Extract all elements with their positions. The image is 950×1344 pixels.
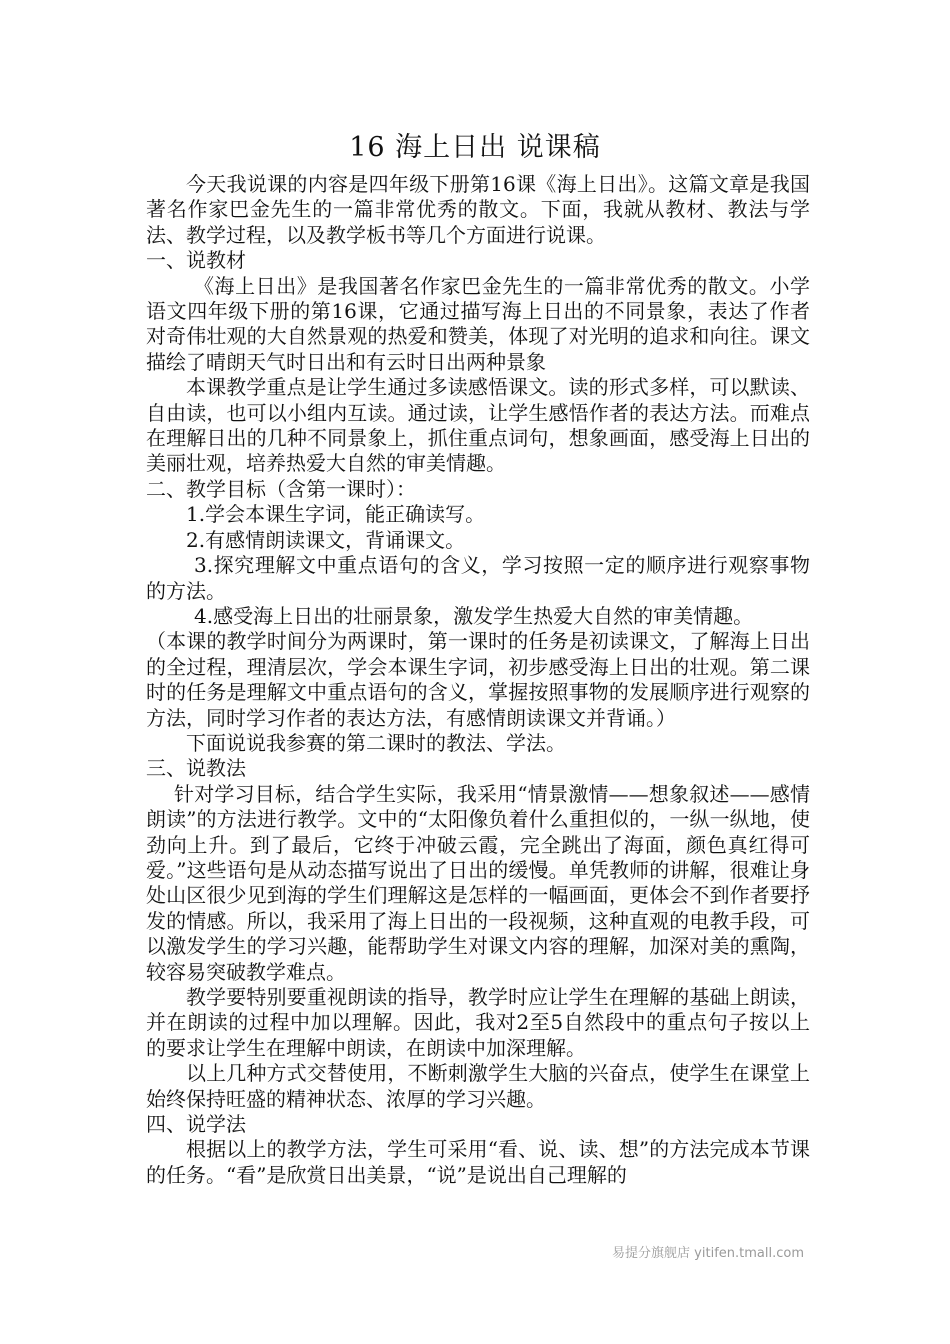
objective-item: 1.学会本课生字词，能正确读写。 [186, 502, 486, 527]
section-heading-learning-method: 四、说学法 [146, 1112, 246, 1137]
lesson-arrangement-paragraph: （本课的教学时间分为两课时，第一课时的任务是初读课文，了解海上日出的全过程，理清层次，学会本课生字词，初步感受海上日出的壮观。第二课时的任务是理解文中重点语句的含义，掌握按照事物的发展顺序进行观察的方法，同时学习作者的表达方法，有感情朗读课文并背诵。） [146, 629, 810, 730]
material-paragraph: 《海上日出》是我国著名作家巴金先生的一篇非常优秀的散文。小学语文四年级下册的第16课，它通过描写海上日出的不同景象，表达了作者对奇伟壮观的大自然景观的热爱和赞美，体现了对光明的追求和向往。课文描绘了晴朗天气时日出和有云时日出两种景象 [146, 273, 810, 374]
document-body [146, 172, 810, 1188]
objective-item: 3.探究理解文中重点语句的含义，学习按照一定的顺序进行观察事物的方法。 [146, 553, 810, 603]
transition-paragraph: 下面说说我参赛的第二课时的教法、学法。 [186, 730, 566, 755]
method-summary-paragraph: 以上几种方式交替使用，不断刺激学生大脑的兴奋点，使学生在课堂上始终保持旺盛的精神状态、浓厚的学习兴趣。 [146, 1061, 810, 1111]
key-points-paragraph: 本课教学重点是让学生通过多读感悟课文。读的形式多样，可以默读、自由读，也可以小组内互读。通过读，让学生感悟作者的表达方法。而难点在理解日出的几种不同景象上，抓住重点词句，想象画面，感受海上日出的美丽壮观，培养热爱大自然的审美情趣。 [146, 375, 810, 476]
reading-guidance-paragraph: 教学要特别要重视朗读的指导，教学时应让学生在理解的基础上朗读，并在朗读的过程中加以理解。因此，我对2至5自然段中的重点句子按以上的要求让学生在理解中朗读，在朗读中加深理解。 [146, 985, 810, 1060]
intro-paragraph: 今天我说课的内容是四年级下册第16课《海上日出》。这篇文章是我国著名作家巴金先生的一篇非常优秀的散文。下面，我就从教材、教法与学法、教学过程，以及教学板书等几个方面进行说课。 [146, 172, 810, 247]
section-heading-teaching-method: 三、说教法 [146, 756, 246, 781]
section-heading-teaching-material: 一、说教材 [146, 248, 246, 273]
objective-item: 4.感受海上日出的壮丽景象，激发学生热爱大自然的审美情趣。 [194, 603, 754, 628]
section-heading-objectives: 二、教学目标（含第一课时）： [146, 476, 416, 501]
document-title: 16 海上日出 说课稿 [349, 132, 601, 163]
teaching-method-paragraph: 针对学习目标，结合学生实际，我采用“情景激情——想象叙述——感情朗读”的方法进行教学。文中的“太阳像负着什么重担似的，一纵一纵地，使劲向上升。到了最后，它终于冲破云霞，完全跳出了海面，颜色真红得可爱。”这些语句是从动态描写说出了日出的缓慢。单凭教师的讲解，很难让身处山区很少见到海的学生们理解这是怎样的一幅画面，更体会不到作者要抒发的情感。所以，我采用了海上日出的一段视频，这种直观的电教手段，可以激发学生的学习兴趣，能帮助学生对课文内容的理解，加深对美的熏陶，较容易突破教学难点。 [146, 781, 810, 984]
objective-item: 2.有感情朗读课文，背诵课文。 [186, 527, 466, 552]
learning-method-paragraph: 根据以上的教学方法，学生可采用“看、说、读、想”的方法完成本节课的任务。“看”是欣赏日出美景，“说”是说出自己理解的 [146, 1137, 810, 1187]
shop-watermark: 易提分旗舰店 yitifen.tmall.com [612, 1246, 804, 1261]
